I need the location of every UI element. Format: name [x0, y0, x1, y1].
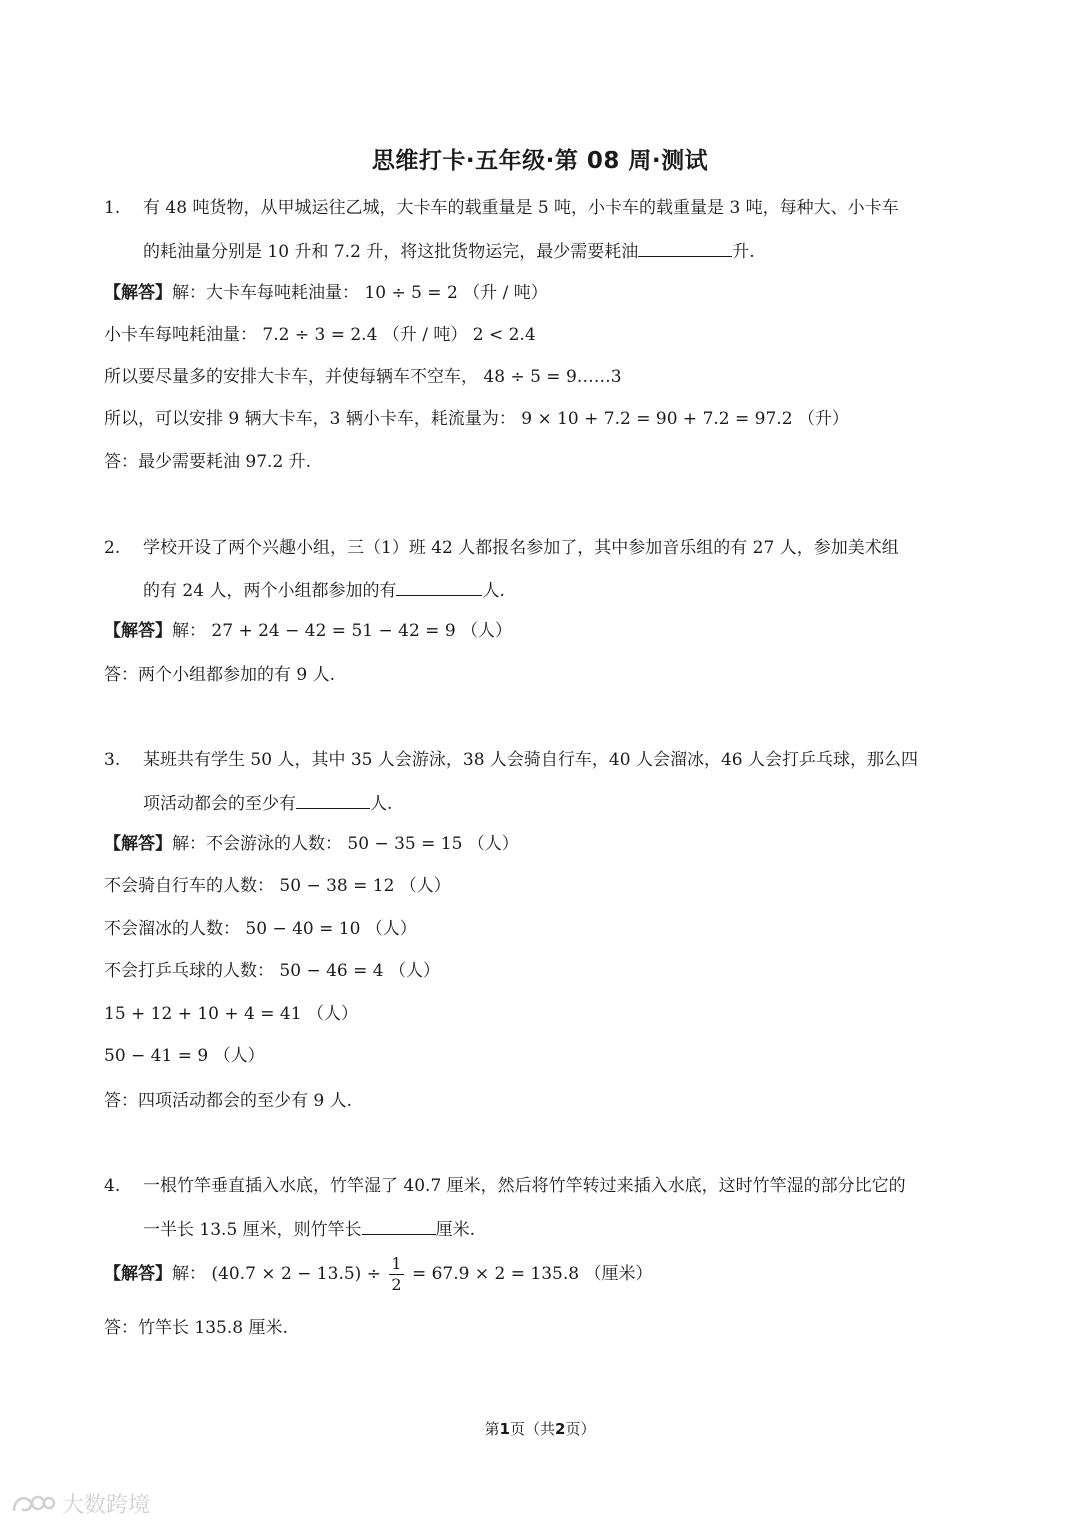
- question-4-answer-line-2: 答：竹竿长 135.8 厘米.: [104, 1318, 288, 1338]
- question-1-answer-line-1: [104, 282, 548, 304]
- answer-blank: [638, 240, 732, 257]
- footer-page: 1: [499, 1420, 510, 1438]
- fraction: [389, 1254, 403, 1295]
- answer-tag: 【解答】: [104, 1264, 172, 1284]
- footer-pre: 第: [484, 1420, 500, 1438]
- question-3-text-line-2b: 人.: [370, 794, 393, 814]
- fraction-numerator: 1: [391, 1254, 402, 1273]
- question-2-text-line-2: [143, 579, 505, 602]
- question-3-text-line-2a: 项活动都会的至少有: [143, 794, 296, 814]
- answer-tag: 【解答】: [104, 834, 172, 854]
- answer-blank: [296, 792, 370, 809]
- question-1-answer-line-4: 所以，可以安排 9 辆大卡车，3 辆小卡车，耗流量为： 9 × 10 + 7.2 = 90 + 7.2 = 97.2 （升）: [104, 409, 849, 429]
- question-3-number: 3.: [104, 750, 121, 770]
- question-1-number: 1.: [104, 198, 121, 218]
- answer-tag: 【解答】: [104, 283, 172, 303]
- question-4-text-line-2b: 厘米.: [435, 1220, 476, 1240]
- answer-tag: 【解答】: [104, 621, 172, 641]
- answer-blank: [396, 579, 482, 596]
- question-1-answer-line-5: 答：最少需要耗油 97.2 升.: [104, 452, 312, 472]
- page-title: 思维打卡·五年级·第 08 周·测试: [371, 148, 709, 174]
- question-2-text-line-1: 学校开设了两个兴趣小组，三（1）班 42 人都报名参加了，其中参加音乐组的有 27 人，参加美术组: [143, 538, 899, 558]
- answer-text-pre: 解： (40.7 × 2 − 13.5) ÷: [172, 1264, 381, 1284]
- answer-text-post: = 67.9 × 2 = 135.8 （厘米）: [411, 1264, 653, 1284]
- question-2-text-line-2b: 人.: [482, 581, 505, 601]
- answer-blank: [362, 1218, 436, 1235]
- question-2-number: 2.: [104, 538, 121, 558]
- footer-post: 页）: [565, 1420, 596, 1438]
- question-1-answer-line-3: 所以要尽量多的安排大卡车，并使每辆车不空车， 48 ÷ 5 = 9……3: [104, 367, 622, 387]
- page-footer: [0, 1418, 1080, 1439]
- question-3-answer-line-1: [104, 833, 519, 855]
- question-3-text-line-2: [143, 792, 392, 815]
- question-4-text-line-1: 一根竹竿垂直插入水底，竹竿湿了 40.7 厘米，然后将竹竿转过来插入水底，这时竹竿湿的部分比它的: [143, 1176, 906, 1196]
- question-3-answer-line-3: 不会溜冰的人数： 50 − 40 = 10 （人）: [104, 919, 417, 939]
- question-1-answer-line-2: 小卡车每吨耗油量： 7.2 ÷ 3 = 2.4 （升 / 吨） 2 < 2.4: [104, 325, 536, 345]
- question-4-number: 4.: [104, 1176, 121, 1196]
- question-1-text-line-1: 有 48 吨货物，从甲城运往乙城，大卡车的载重量是 5 吨，小卡车的载重量是 3 吨，每种大、小卡车: [143, 198, 899, 218]
- answer-text: 解： 27 + 24 − 42 = 51 − 42 = 9 （人）: [172, 621, 513, 641]
- question-4-text-line-2a: 一半长 13.5 厘米，则竹竿长: [143, 1220, 362, 1240]
- footer-total: 2: [555, 1420, 566, 1438]
- fraction-denominator: 2: [391, 1275, 402, 1294]
- question-2-answer-line-1: [104, 620, 512, 642]
- question-3-answer-line-6: 50 − 41 = 9 （人）: [104, 1046, 265, 1066]
- question-1-text-line-2a: 的耗油量分别是 10 升和 7.2 升，将这批货物运完，最少需要耗油: [143, 242, 639, 262]
- question-1-text-line-2b: 升.: [732, 242, 755, 262]
- answer-text: 解：大卡车每吨耗油量： 10 ÷ 5 = 2 （升 / 吨）: [172, 283, 548, 303]
- answer-text: 解：不会游泳的人数： 50 − 35 = 15 （人）: [172, 834, 519, 854]
- question-3-answer-line-7: 答：四项活动都会的至少有 9 人.: [104, 1091, 353, 1111]
- watermark-logo-icon: [10, 1491, 56, 1517]
- question-3-answer-line-2: 不会骑自行车的人数： 50 − 38 = 12 （人）: [104, 876, 451, 896]
- footer-mid: 页（共: [509, 1420, 555, 1438]
- question-1-text-line-2: [143, 240, 755, 263]
- question-3-answer-line-4: 不会打乒乓球的人数： 50 − 46 = 4 （人）: [104, 961, 440, 981]
- watermark-text: 大数跨境: [62, 1493, 151, 1518]
- watermark: [10, 1488, 150, 1519]
- question-3-text-line-1: 某班共有学生 50 人，其中 35 人会游泳，38 人会骑自行车，40 人会溜冰，46 人会打乒乓球，那么四: [143, 750, 918, 770]
- question-3-answer-line-5: 15 + 12 + 10 + 4 = 41 （人）: [104, 1004, 358, 1024]
- question-2-answer-line-2: 答：两个小组都参加的有 9 人.: [104, 665, 336, 685]
- question-2-text-line-2a: 的有 24 人，两个小组都参加的有: [143, 581, 397, 601]
- question-4-answer-line-1: [104, 1252, 652, 1296]
- question-4-text-line-2: [143, 1218, 475, 1241]
